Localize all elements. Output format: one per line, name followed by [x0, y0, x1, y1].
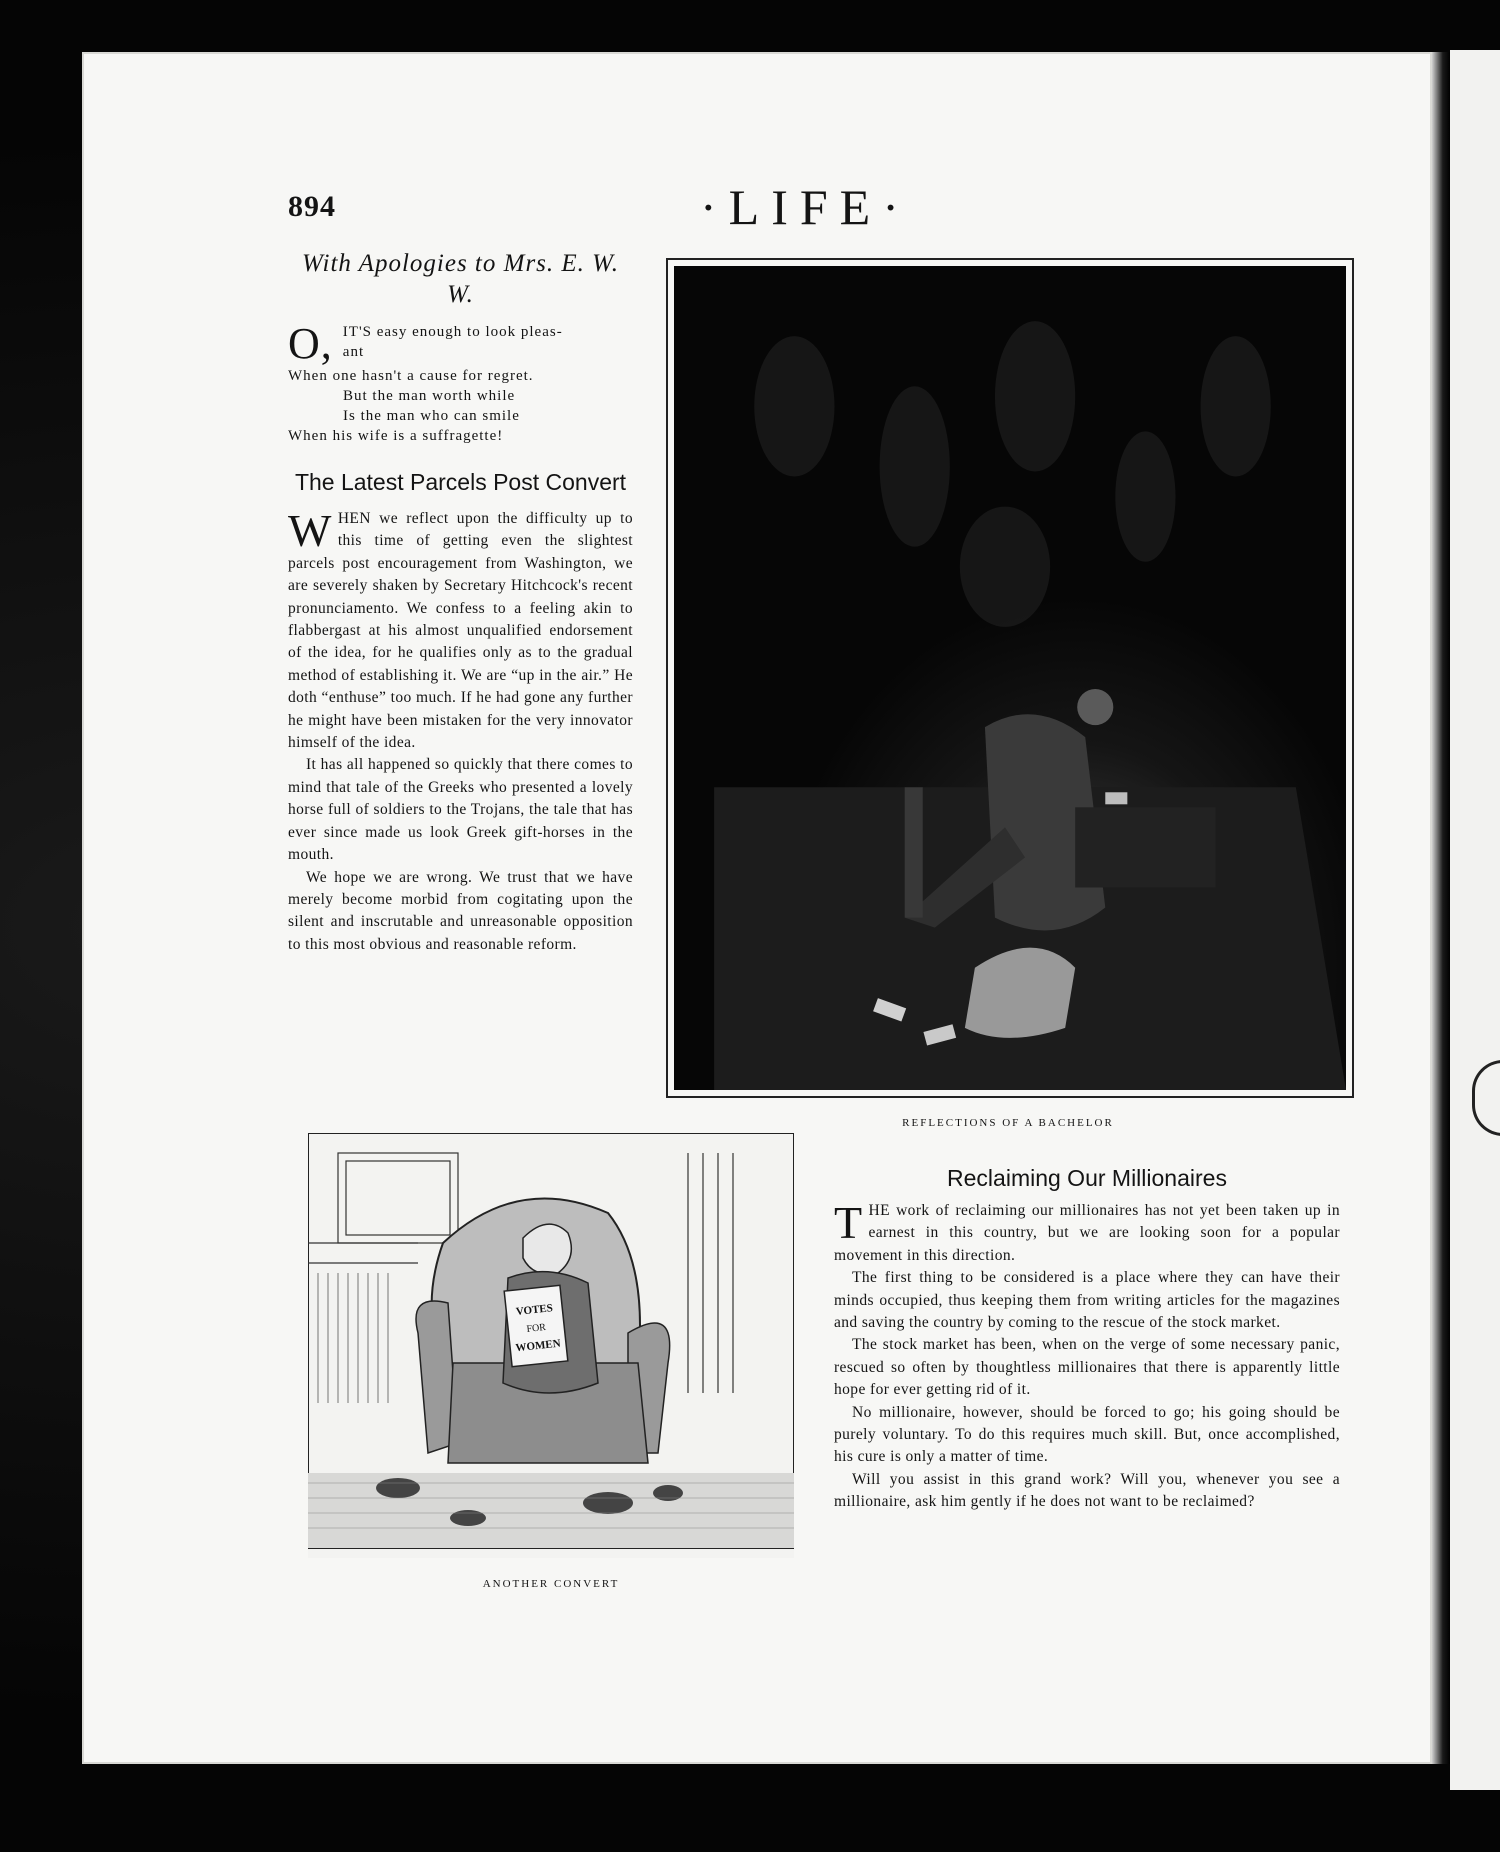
- poem-line: Is the man who can smile: [343, 408, 520, 424]
- poem-line: When his wife is a suffragette!: [288, 428, 504, 444]
- caption-bachelor: REFLECTIONS OF A BACHELOR: [902, 1117, 1114, 1129]
- poem: [288, 320, 633, 446]
- facing-page-fragment: [1472, 1060, 1500, 1136]
- masthead: ·LIFE·: [700, 179, 911, 235]
- left-column: [288, 248, 633, 956]
- drop-cap: T: [834, 1197, 863, 1248]
- poem-line: IT'S easy enough to look pleas-: [342, 324, 563, 340]
- right-column: [834, 1164, 1340, 1514]
- convert-cartoon-art: [308, 1133, 794, 1558]
- poem-title: With Apologies to Mrs. E. W. W.: [302, 250, 619, 308]
- article-paragraph: The first thing to be considered is a place where they can have their minds occupied, thus keeping them from writing articles for the magazines and saving the country by coming to the rescue of the stock market.: [834, 1269, 1340, 1332]
- article-paragraph: It has all happened so quickly that there comes to mind that tale of the Greeks who presented a lovely horse full of soldiers to the Trojans, the tale that has ever since made us look Greek gift-horses in the mouth.: [288, 756, 633, 864]
- poem-line: But the man worth while: [343, 388, 516, 404]
- svg-text:FOR: FOR: [526, 1321, 547, 1335]
- book-spine: [1432, 52, 1450, 1764]
- bachelor-illustration: [666, 258, 1354, 1098]
- caption-convert: ANOTHER CONVERT: [482, 1578, 620, 1590]
- article-body: [834, 1197, 1340, 1514]
- convert-cartoon: [308, 1133, 794, 1558]
- svg-text:VOTES: VOTES: [515, 1302, 554, 1318]
- poem-line: ant: [342, 344, 365, 360]
- article-title: The Latest Parcels Post Convert: [294, 469, 627, 495]
- article-paragraph: Will you assist in this grand work? Will you, whenever you see a millionaire, ask him gently if he does not want to be reclaimed?: [834, 1470, 1340, 1511]
- svg-text:WOMEN: WOMEN: [514, 1337, 562, 1355]
- article-paragraph: The stock market has been, when on the verge of some necessary panic, rescued so often by thoughtless millionaires that there is apparently little hope for ever getting rid of it.: [834, 1336, 1340, 1399]
- bachelor-photo-art: [674, 266, 1346, 1090]
- bachelor-photo: [674, 266, 1346, 1090]
- poem-drop-cap: O,: [288, 319, 333, 368]
- article-body: [288, 505, 633, 956]
- article-paragraph: No millionaire, however, should be forced to go; his going should be purely voluntary. To do this requires much skill. But, once accomplished, his cure is only a matter of time.: [834, 1403, 1340, 1466]
- article-paragraph: [834, 1197, 1340, 1267]
- paragraph-text: HE work of reclaiming our millionaires has not yet been taken up in earnest in this country, but we are looking soon for a popular movement in this direction.: [834, 1202, 1340, 1264]
- facing-page-edge: [1450, 50, 1500, 1790]
- paragraph-text: HEN we reflect upon the difficulty up to this time of getting even the slightest parcels post encouragement from Washington, we are severely shaken by Secretary Hitchcock's recent pronunciamento. We confess to a feeling akin to flabbergast at his almost unqualified endorsement of the idea, for he qualifies only as to the gradual method of establishing it. We are “up in the air.” He doth “enthuse” too much. If he had gone any further he might have been mistaken for the very innovator himself of the idea.: [288, 510, 633, 752]
- drop-cap: W: [288, 505, 332, 556]
- article-paragraph: [288, 505, 633, 754]
- poem-line: When one hasn't a cause for regret.: [288, 368, 534, 384]
- page-number: 894: [288, 190, 336, 223]
- article-paragraph: We hope we are wrong. We trust that we have merely become morbid from cogitating upon the silent and inscrutable and unreasonable opposition to this most obvious and reasonable reform.: [288, 868, 633, 953]
- article-title: Reclaiming Our Millionaires: [947, 1165, 1227, 1191]
